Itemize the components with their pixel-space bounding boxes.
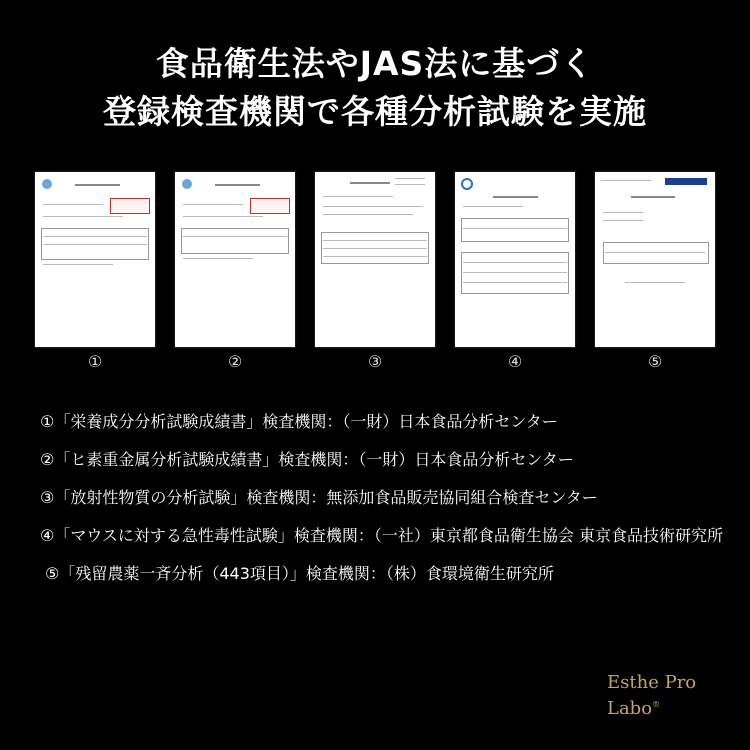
list-item: ⑤「残留農薬一斉分析（443項目）」検査機関：（株）食環境衛生研究所 xyxy=(45,564,554,583)
document-number-5: ⑤ xyxy=(647,352,663,371)
brand-name-line-1: Esthe Pro xyxy=(607,672,697,693)
headline-line-2: 登録検査機関で各種分析試験を実施 xyxy=(103,92,647,131)
document-image-4 xyxy=(455,172,575,347)
document-number-3: ③ xyxy=(367,352,383,371)
list-item: ①「栄養成分分析試験成績書」検査機関：（一財）日本食品分析センター xyxy=(40,412,558,431)
headline xyxy=(0,40,750,136)
list-item: ③「放射性物質の分析試験」検査機関：無添加食品販売協同組合検査センター xyxy=(40,488,598,507)
list-item: ④「マウスに対する急性毒性試験」検査機関：（一社）東京都食品衛生協会 東京食品技術研究所 xyxy=(40,526,723,545)
brand-logo xyxy=(607,672,697,720)
document-number-2: ② xyxy=(227,352,243,371)
lab-logo-icon xyxy=(461,178,473,190)
lab-logo-icon xyxy=(41,178,53,190)
document-image-3 xyxy=(315,172,435,347)
registered-mark: ® xyxy=(652,700,661,709)
list-item: ②「ヒ素重金属分析試験成績書」検査機関：（一財）日本食品分析センター xyxy=(40,450,574,469)
document-number-1: ① xyxy=(87,352,103,371)
headline-line-1: 食品衛生法やJAS法に基づく xyxy=(155,44,595,83)
lab-logo-icon xyxy=(181,178,193,190)
document-image-5 xyxy=(595,172,715,347)
inspection-list xyxy=(40,409,730,599)
document-gallery xyxy=(35,172,715,371)
brand-name-line-2: Labo xyxy=(607,698,653,719)
document-number-4: ④ xyxy=(507,352,523,371)
document-image-1 xyxy=(35,172,155,347)
document-image-2 xyxy=(175,172,295,347)
